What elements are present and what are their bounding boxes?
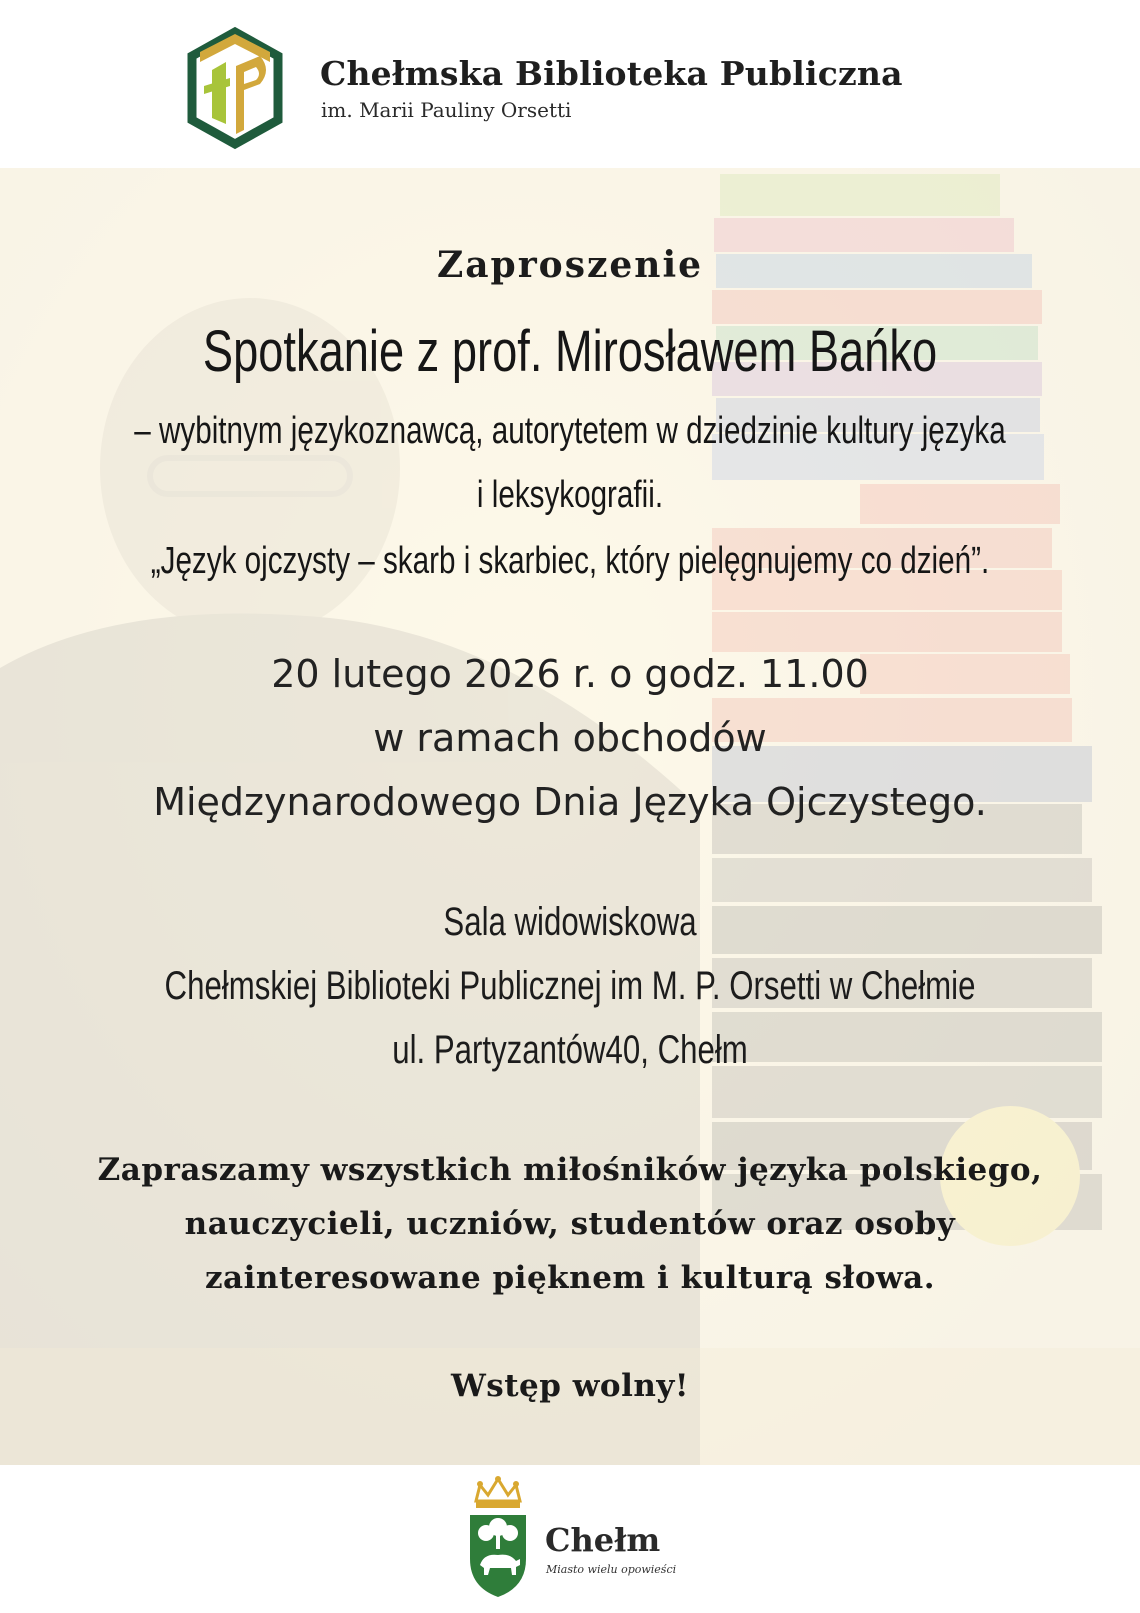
venue-library: Chełmskiej Biblioteki Publicznej im M. P. Orsetti w Chełmie <box>164 964 976 1008</box>
event-occasion-line-1: w ramach obchodów <box>373 716 767 760</box>
invite-line-1: Zapraszamy wszystkich miłośników języka polskiego, <box>97 1152 1043 1188</box>
library-name: Chełmska Biblioteka Publiczna <box>320 54 903 93</box>
event-occasion-line-2: Międzynarodowego Dnia Języka Ojczystego. <box>153 780 987 824</box>
invite-line-3: zainteresowane pięknem i kulturą słowa. <box>204 1260 936 1296</box>
invitation-poster <box>0 168 1140 1465</box>
guest-description-line-2: i leksykografii. <box>476 474 664 516</box>
free-entry: Wstęp wolny! <box>450 1368 690 1404</box>
city-name: Chełm <box>545 1521 661 1559</box>
library-subtitle: im. Marii Pauliny Orsetti <box>321 98 572 122</box>
library-header <box>0 0 1140 168</box>
city-footer <box>0 1465 1140 1613</box>
city-tagline: Miasto wielu opowieści <box>546 1563 677 1576</box>
event-quote: „Język ojczysty – skarb i skarbiec, który pielęgnujemy co dzień”. <box>150 540 990 582</box>
venue-hall: Sala widowiskowa <box>443 900 697 944</box>
invitation-heading: Zaproszenie <box>436 244 704 286</box>
event-title: Spotkanie z prof. Mirosławem Bańko <box>202 319 938 384</box>
guest-description-line-1: – wybitnym językoznawcą, autorytetem w dziedzinie kultury języka <box>134 410 1006 452</box>
library-book-logo-icon <box>186 26 284 150</box>
chelm-crest-bear-icon <box>466 1475 530 1599</box>
invite-line-2: nauczycieli, uczniów, studentów oraz osoby <box>184 1206 956 1242</box>
event-date: 20 lutego 2026 r. o godz. 11.00 <box>271 652 869 696</box>
venue-address: ul. Partyzantów40, Chełm <box>392 1028 748 1072</box>
